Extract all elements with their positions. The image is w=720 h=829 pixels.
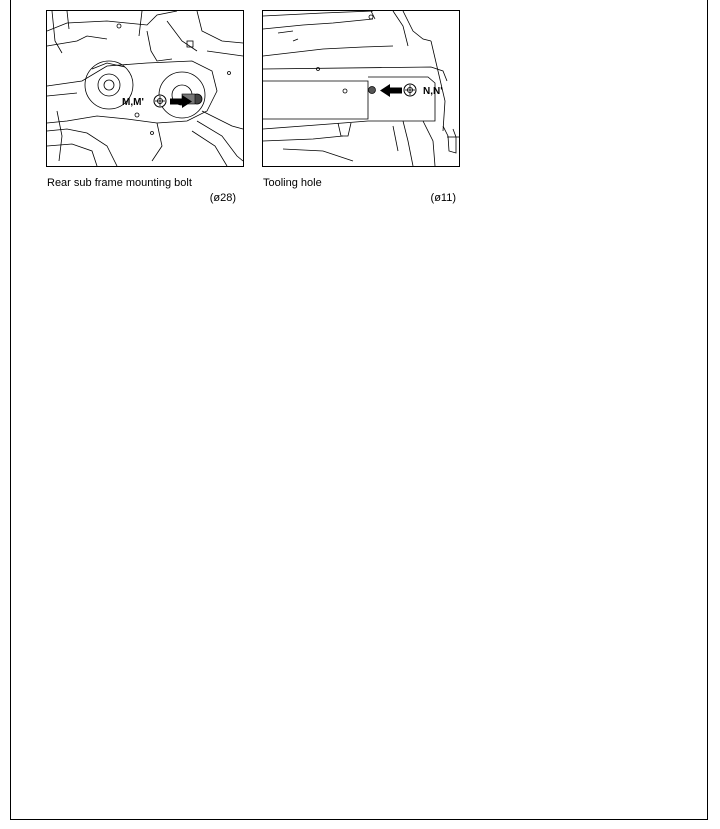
rear-sub-frame-figure [46,10,244,167]
tooling-hole-shape [369,87,376,94]
caption-rear-sub-frame: Rear sub frame mounting bolt [47,177,192,189]
arrow-right-icon [170,95,192,108]
dimension-tooling-hole: (ø11) [430,192,456,204]
arrow-left-icon [380,84,402,97]
crosshair-target-icon [403,83,417,97]
callout-label-n: N,N' [423,86,443,97]
caption-tooling-hole: Tooling hole [263,177,322,189]
tooling-hole-figure [262,10,460,167]
dimension-rear-sub-frame: (ø28) [209,192,236,204]
rear-sub-frame-drawing [47,11,243,166]
crosshair-target-icon [153,94,167,108]
callout-label-m: M,M' [122,97,144,108]
